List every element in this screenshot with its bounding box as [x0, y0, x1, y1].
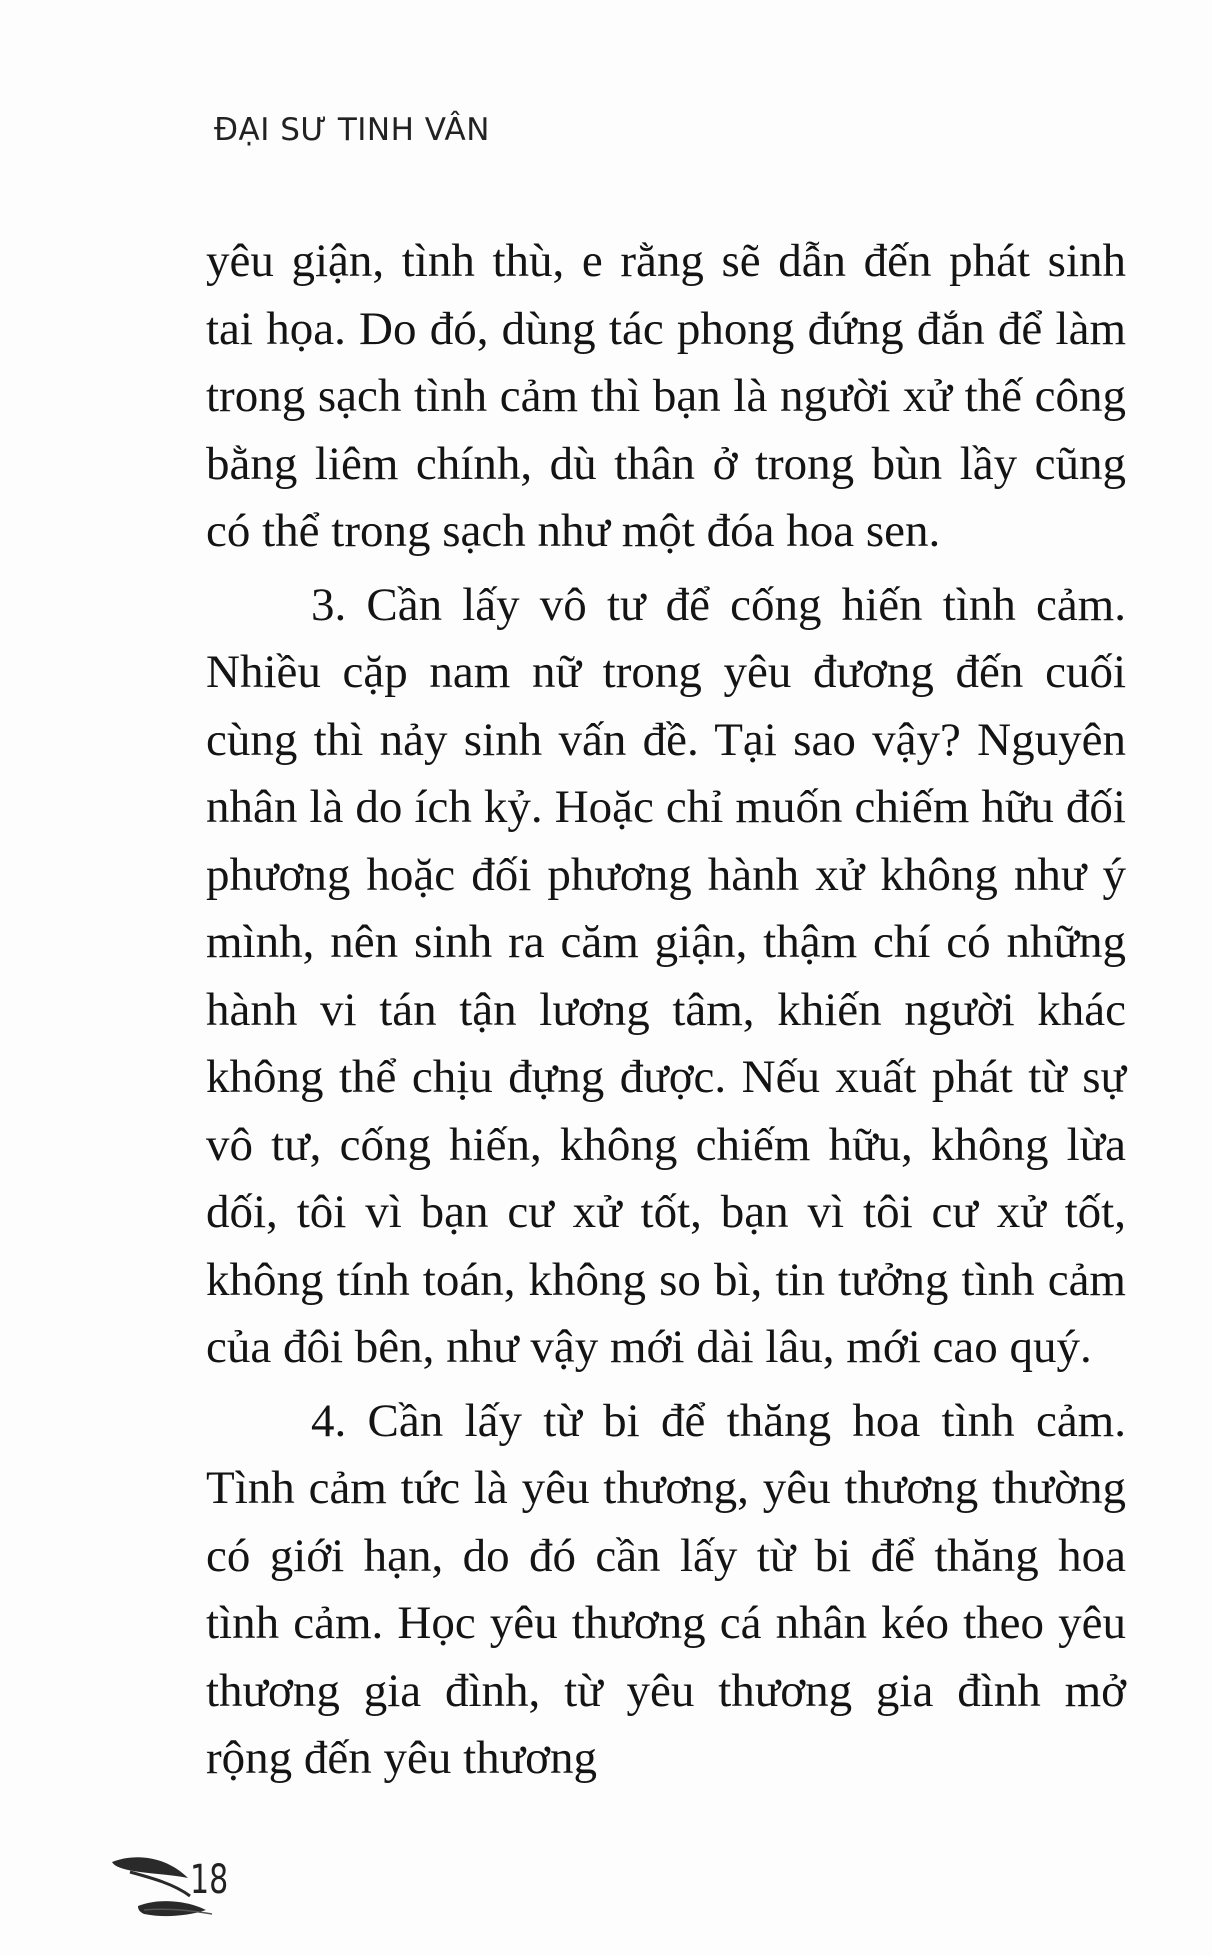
- paragraph-point-3: 3. Cần lấy vô tư để cống hiến tình cảm. Nhiều cặp nam nữ trong yêu đương đến cuối cùng thì nảy sinh vấn đề. Tại sao vậy? Nguyên nhân là do ích kỷ. Hoặc chỉ muốn chiếm hữu đối phương hoặc đối phương hành xử không như ý mình, nên sinh ra căm giận, thậm chí có những hành vi tán tận lương tâm, khiến người khác không thể chịu đựng được. Nếu xuất phát từ sự vô tư, cống hiến, không chiếm hữu, không lừa dối, tôi vì bạn cư xử tốt, bạn vì tôi cư xử tốt, không tính toán, không so bì, tin tưởng tình cảm của đôi bên, như vậy mới dài lâu, mới cao quý.: [206, 578, 1126, 1373]
- body-text: [206, 228, 1126, 1793]
- paragraph-continuation: yêu giận, tình thù, e rằng sẽ dẫn đến phát sinh tai họa. Do đó, dùng tác phong đứng đắn để làm trong sạch tình cảm thì bạn là người xử thế công bằng liêm chính, dù thân ở trong bùn lầy cũng có thể trong sạch như một đóa hoa sen.: [206, 235, 1126, 557]
- paragraph-point-4: 4. Cần lấy từ bi để thăng hoa tình cảm. Tình cảm tức là yêu thương, yêu thương thường có giới hạn, do đó cần lấy từ bi để thăng hoa tình cảm. Học yêu thương cá nhân kéo theo yêu thương gia đình, từ yêu thương gia đình mở rộng đến yêu thương: [206, 1394, 1126, 1784]
- page-number: 18: [190, 1857, 229, 1903]
- running-header: ĐẠI SƯ TINH VÂN: [214, 112, 490, 148]
